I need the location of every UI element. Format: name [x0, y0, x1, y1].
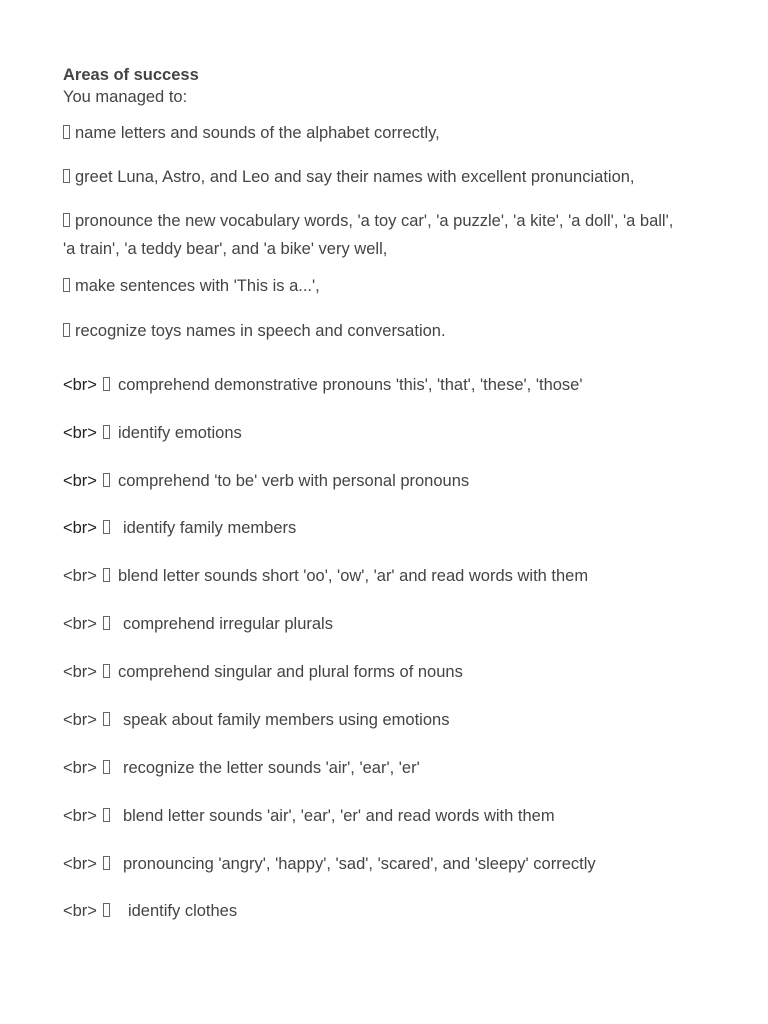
missing-glyph-icon: [103, 568, 110, 582]
list-item-text: comprehend irregular plurals: [122, 615, 333, 633]
list-item-text: make sentences with 'This is a...',: [75, 277, 320, 295]
list-item-text: blend letter sounds 'air', 'ear', 'er' and read words with them: [122, 807, 555, 825]
missing-glyph-icon: [103, 760, 110, 774]
br-list-item: [63, 897, 703, 925]
br-tag: <br>: [63, 472, 97, 490]
list-item-text: identify clothes: [127, 902, 238, 920]
br-list-item: [63, 658, 703, 686]
missing-glyph-icon: [63, 169, 70, 183]
missing-glyph-icon: [103, 712, 110, 726]
list-item: [63, 272, 703, 300]
missing-glyph-icon: [63, 213, 70, 227]
list-item-text: comprehend demonstrative pronouns 'this', 'that', 'these', 'those': [117, 376, 583, 394]
br-list-item: [63, 562, 703, 590]
br-tag: <br>: [63, 902, 97, 920]
br-tag: <br>: [63, 711, 97, 729]
list-item-text: comprehend singular and plural forms of nouns: [117, 663, 463, 681]
br-list-item: [63, 754, 703, 782]
list-item-text: recognize the letter sounds 'air', 'ear', 'er': [122, 759, 420, 777]
br-tag: <br>: [63, 663, 97, 681]
missing-glyph-icon: [63, 125, 70, 139]
missing-glyph-icon: [103, 520, 110, 534]
list-item-text: recognize toys names in speech and conversation.: [75, 322, 446, 340]
br-tag: <br>: [63, 376, 97, 394]
missing-glyph-icon: [103, 377, 110, 391]
br-list-item: [63, 706, 703, 734]
br-tag: <br>: [63, 759, 97, 777]
list-item: [63, 119, 703, 147]
list-item-text: identify emotions: [117, 424, 242, 442]
br-list-item: [63, 371, 703, 399]
list-item: [63, 163, 703, 191]
list-item-text: speak about family members using emotions: [122, 711, 450, 729]
list-item-text: greet Luna, Astro, and Leo and say their names with excellent pronunciation,: [75, 168, 635, 186]
missing-glyph-icon: [63, 323, 70, 337]
br-tag: <br>: [63, 855, 97, 873]
br-list-item: [63, 419, 703, 447]
missing-glyph-icon: [103, 903, 110, 917]
list-item: [63, 317, 703, 345]
br-list-item: [63, 514, 703, 542]
missing-glyph-icon: [63, 278, 70, 292]
br-tag: <br>: [63, 807, 97, 825]
list-item-text: comprehend 'to be' verb with personal pronouns: [117, 472, 470, 490]
br-list-item: [63, 850, 703, 878]
missing-glyph-icon: [103, 664, 110, 678]
list-item-text: pronounce the new vocabulary words, 'a toy car', 'a puzzle', 'a kite', 'a doll', 'a ball', 'a train', 'a teddy bear', and 'a bike' very well,: [63, 212, 674, 258]
br-list-item: [63, 610, 703, 638]
missing-glyph-icon: [103, 856, 110, 870]
missing-glyph-icon: [103, 616, 110, 630]
document-body: [63, 64, 703, 108]
list-item-text: pronouncing 'angry', 'happy', 'sad', 'scared', and 'sleepy' correctly: [122, 855, 596, 873]
list-item-text: identify family members: [122, 519, 297, 537]
list-item-text: name letters and sounds of the alphabet correctly,: [75, 124, 440, 142]
missing-glyph-icon: [103, 808, 110, 822]
missing-glyph-icon: [103, 425, 110, 439]
br-tag: <br>: [63, 519, 97, 537]
br-tag: <br>: [63, 615, 97, 633]
br-list-item: [63, 802, 703, 830]
br-tag: <br>: [63, 424, 97, 442]
br-list-item: [63, 467, 703, 495]
intro-text: You managed to:: [63, 88, 188, 106]
list-item-text: blend letter sounds short 'oo', 'ow', 'ar' and read words with them: [117, 567, 589, 585]
missing-glyph-icon: [103, 473, 110, 487]
br-tag: <br>: [63, 567, 97, 585]
section-heading: Areas of success: [63, 66, 199, 84]
list-item: [63, 207, 683, 263]
